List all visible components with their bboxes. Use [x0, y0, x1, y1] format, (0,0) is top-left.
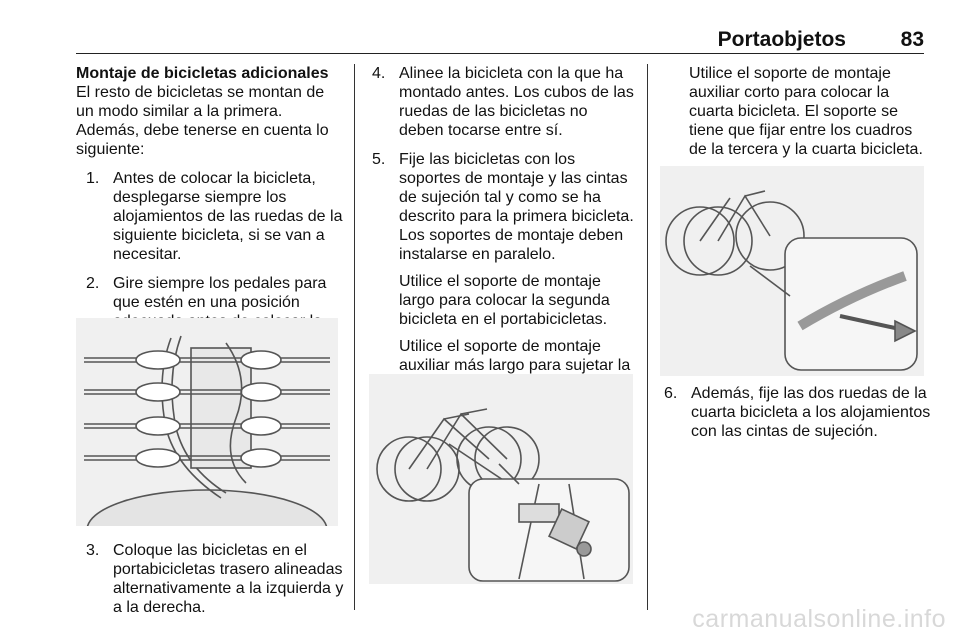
list-item-4	[372, 64, 636, 140]
bike-carrier-top-view-illustration	[76, 318, 338, 526]
instruction-paragraph: Utilice el soporte de montaje auxiliar corto para colocar la cuarta bicicleta. El soporte se tiene que fijar entre los cuadros de la tercera y la cuarta bicicleta.	[689, 65, 923, 158]
list-number: 3.	[86, 542, 100, 559]
list-text: Además, fije las dos ruedas de la cuarta bicicleta a los alojamientos con las cintas de sujeción.	[691, 385, 931, 440]
list-number: 2.	[86, 275, 100, 292]
page-number: 83	[900, 28, 924, 51]
section-title: Portaobjetos	[717, 28, 846, 51]
page-header	[76, 28, 924, 50]
list-text: Gire siempre los pedales para que estén en una posición	[113, 275, 327, 311]
column-3-bottom	[664, 384, 932, 441]
watermark: carmanualsonline.info	[692, 605, 946, 633]
list-text: Antes de colocar la bicicleta, desplegarse siempre los alojamientos de las ruedas de la siguiente bicicleta, si se van a necesitar.	[113, 170, 343, 263]
column-1-bottom	[86, 541, 344, 617]
list-number: 6.	[664, 385, 678, 402]
list-item-3	[86, 541, 344, 617]
list-text: Alinee la bicicleta con la que ha montado antes. Los cubos de las ruedas de las bicicletas no deben tocarse entre sí.	[399, 65, 634, 139]
short-bracket-figure	[660, 166, 924, 376]
subsection-heading: Montaje de bicicletas adicionales	[76, 65, 329, 82]
column-2	[372, 64, 636, 413]
list-text: Coloque las bicicletas en el portabicicletas trasero alineadas alternativamente a la izquierda y a la derecha.	[113, 542, 344, 616]
instruction-paragraph: Utilice el soporte de montaje largo para colocar la segunda bicicleta en el portabicicletas.	[399, 273, 610, 328]
short-bracket-illustration	[660, 166, 924, 376]
column-1	[76, 64, 344, 350]
column-3	[689, 64, 929, 159]
list-item-6	[664, 384, 932, 441]
long-bracket-figure	[369, 374, 633, 584]
column-divider-1	[354, 64, 355, 610]
column-divider-2	[647, 64, 648, 610]
list-number: 1.	[86, 170, 100, 187]
header-divider	[76, 53, 924, 54]
instruction-paragraph: Utilice el soporte de montaje auxiliar más largo para sujetar la	[399, 338, 631, 374]
list-number: 4.	[372, 65, 386, 82]
list-number: 5.	[372, 151, 386, 168]
list-item-1	[86, 169, 344, 264]
list-text: Fije las bicicletas con los soportes de montaje y las cintas de sujeción tal y como se ha descrito para la primera bicicleta. Los soportes de montaje deben instalarse en paralelo.	[399, 151, 634, 263]
intro-paragraph: El resto de bicicletas se montan de un modo similar a la primera. Además, debe tenerse en cuenta lo siguiente:	[76, 84, 329, 158]
bike-carrier-top-view-figure	[76, 318, 338, 526]
long-bracket-illustration	[369, 374, 633, 584]
